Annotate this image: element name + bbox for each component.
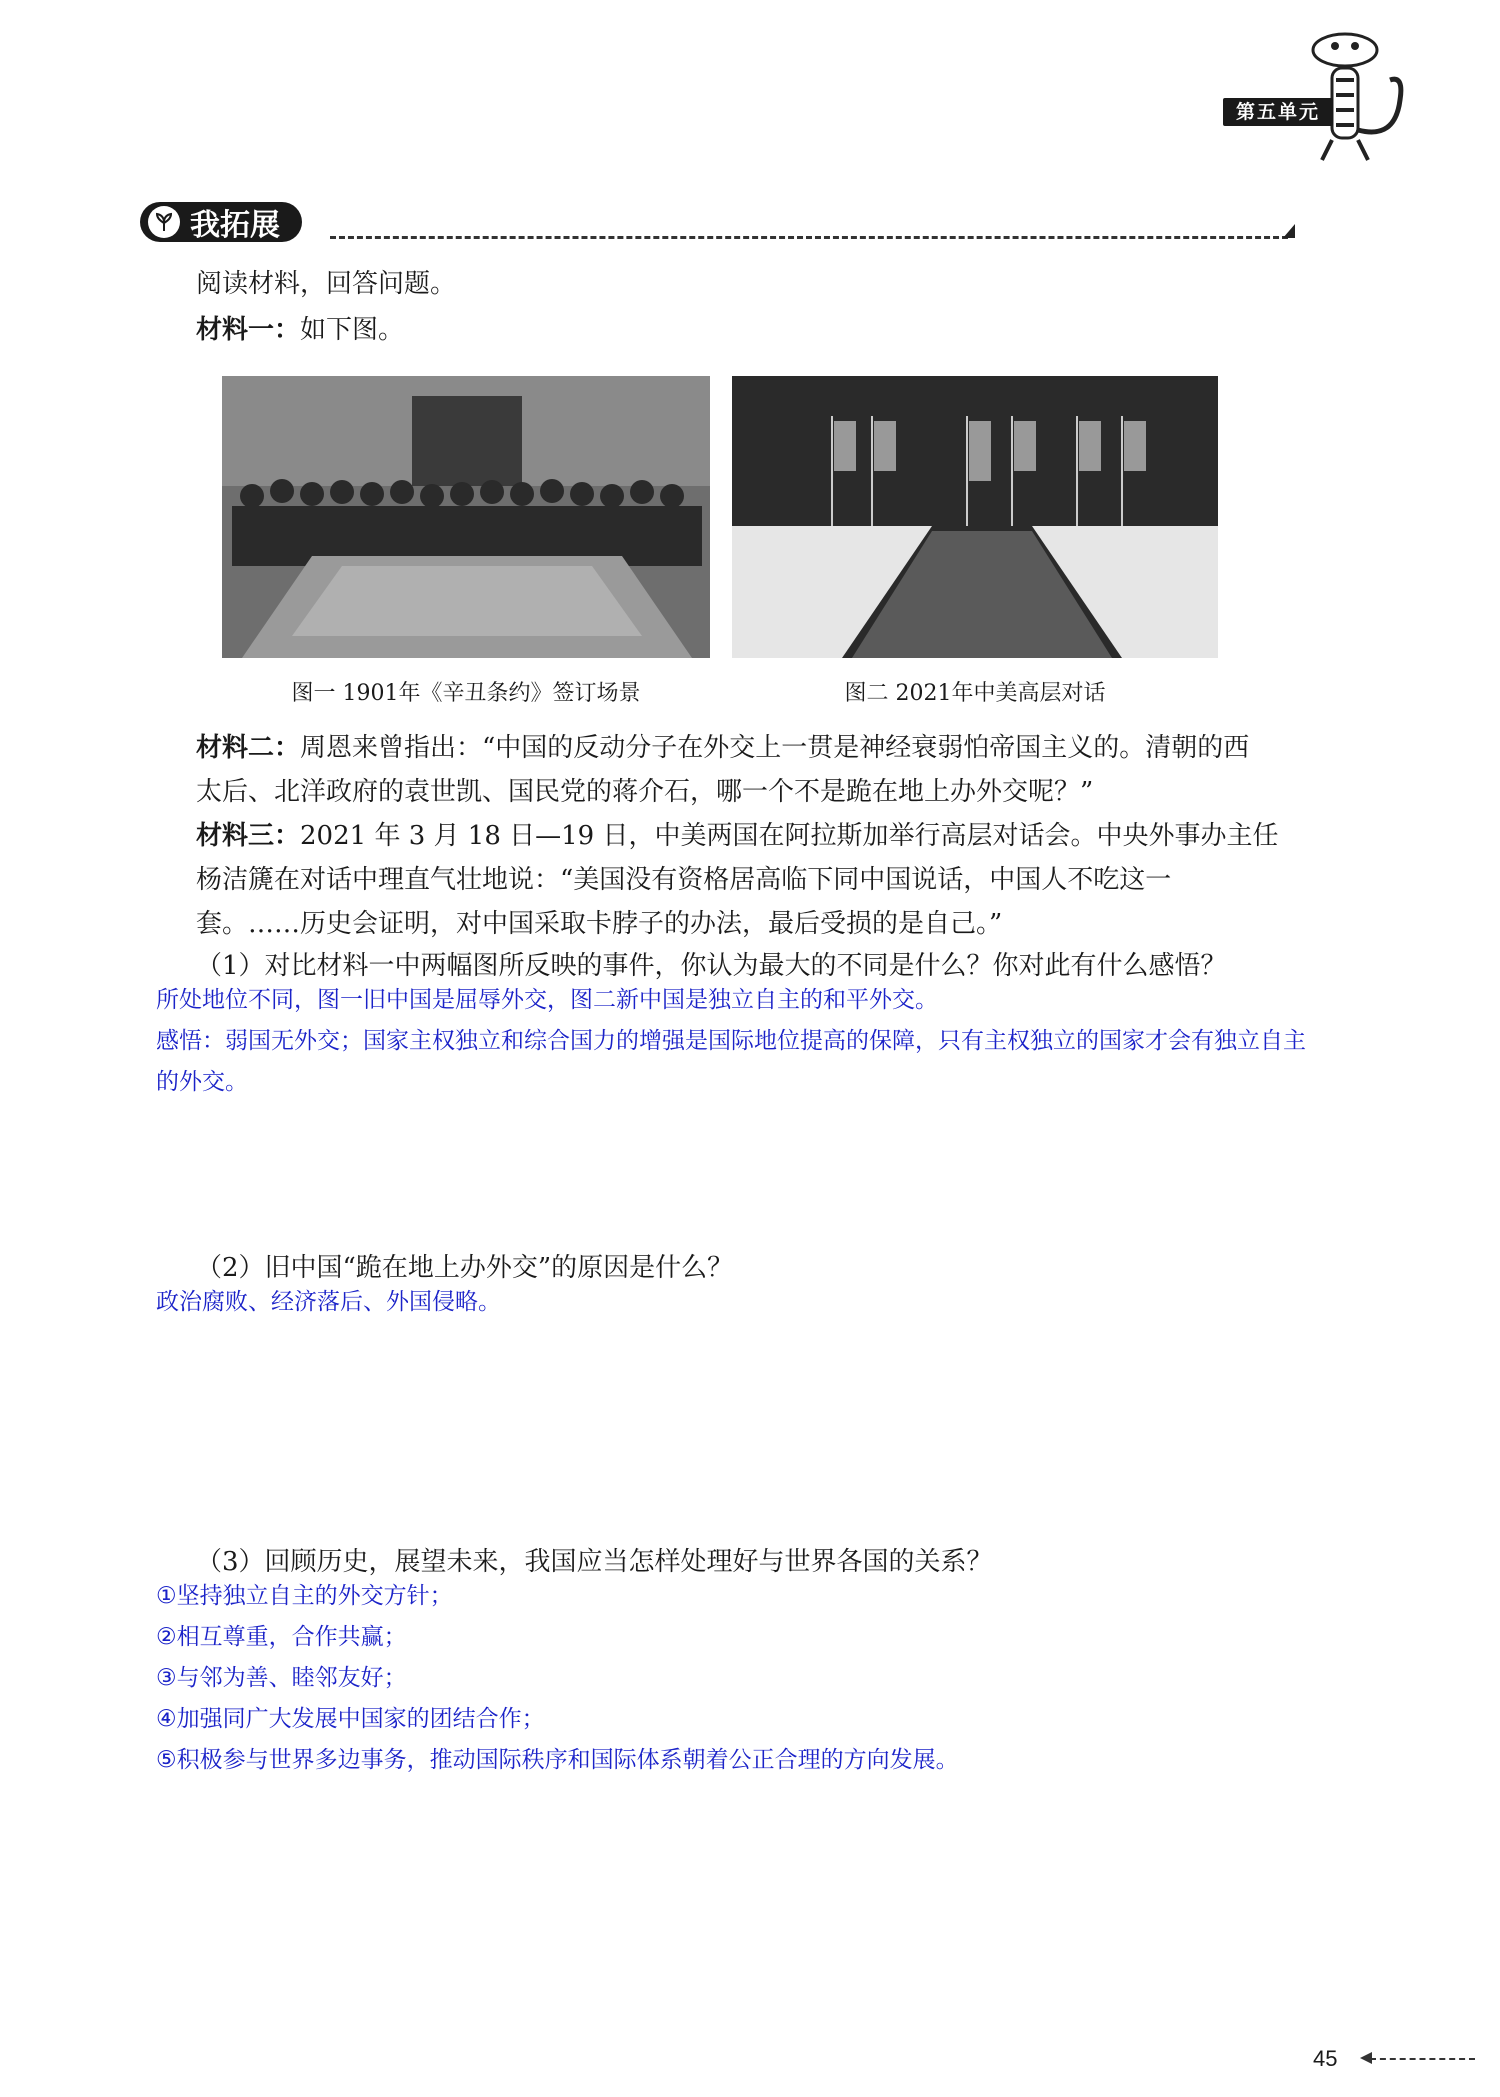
question-1: （1）对比材料一中两幅图所反映的事件，你认为最大的不同是什么？你对此有什么感悟？ xyxy=(196,951,1227,981)
answer-3-line-5: ⑤积极参与世界多边事务，推动国际秩序和国际体系朝着公正合理的方向发展。 xyxy=(156,1747,959,1773)
page-dash-line xyxy=(1370,2058,1475,2060)
section-heading xyxy=(140,200,302,244)
material3 xyxy=(196,814,1326,946)
material1 xyxy=(196,308,404,352)
page-number: 45 xyxy=(1313,2046,1338,2071)
question-3: （3）回顾历史，展望未来，我国应当怎样处理好与世界各国的关系？ xyxy=(196,1547,993,1577)
figure1-caption: 图一 1901年《辛丑条约》签订场景 xyxy=(291,681,641,706)
material3-line-3: 套。……历史会证明，对中国采取卡脖子的办法，最后受损的是自己。” xyxy=(196,909,1003,939)
figure2-caption: 图二 2021年中美高层对话 xyxy=(844,681,1106,706)
divider-end-marker xyxy=(1283,224,1295,238)
section-title: 我拓展 xyxy=(190,208,280,243)
unit-badge: 第五单元 xyxy=(1223,98,1333,126)
intro-text: 阅读材料，回答问题。 xyxy=(196,269,457,299)
photo-1901-treaty-signing xyxy=(222,376,710,658)
section-pill xyxy=(140,202,302,242)
answer-2 xyxy=(156,1282,1356,1323)
answer-1 xyxy=(156,980,1356,1103)
answer-1-line-1: 所处地位不同，图一旧中国是屈辱外交，图二新中国是独立自主的和平外交。 xyxy=(156,987,938,1013)
material2 xyxy=(196,726,1326,814)
material3-line-1: 材料三：2021 年 3 月 18 日—19 日，中美两国在阿拉斯加举行高层对话会。中央外事办主任 xyxy=(196,821,1279,851)
section-divider xyxy=(330,236,1288,239)
material3-line-2: 杨洁篪在对话中理直气壮地说：“美国没有资格居高临下同中国说话，中国人不吃这一 xyxy=(196,865,1172,895)
answer-3-line-2: ②相互尊重，合作共赢； xyxy=(156,1624,407,1650)
answer-3 xyxy=(156,1576,1356,1781)
material1-label: 材料一： xyxy=(196,315,301,345)
answer-3-line-3: ③与邻为善、睦邻友好； xyxy=(156,1665,407,1691)
question-2: （2）旧中国“跪在地上办外交”的原因是什么？ xyxy=(196,1253,734,1283)
material2-line-2: 太后、北洋政府的袁世凯、国民党的蒋介石，哪一个不是跪在地上办外交呢？” xyxy=(196,777,1094,807)
material3-label: 材料三： xyxy=(196,821,301,851)
photo-2021-sino-us-dialogue xyxy=(732,376,1218,658)
answer-3-line-4: ④加强同广大发展中国家的团结合作； xyxy=(156,1706,545,1732)
leaf-icon xyxy=(148,206,180,238)
answer-2-line-1: 政治腐败、经济落后、外国侵略。 xyxy=(156,1289,501,1315)
answer-1-line-3: 的外交。 xyxy=(156,1069,248,1095)
material1-text: 如下图。 xyxy=(300,315,405,345)
mascot-illustration xyxy=(1300,20,1420,170)
material2-line-1: 材料二：周恩来曾指出：“中国的反动分子在外交上一贯是神经衰弱怕帝国主义的。清朝的西 xyxy=(196,733,1250,763)
material2-label: 材料二： xyxy=(196,733,301,763)
answer-3-line-1: ①坚持独立自主的外交方针； xyxy=(156,1583,453,1609)
answer-1-line-2: 感悟：弱国无外交；国家主权独立和综合国力的增强是国际地位提高的保障，只有主权独立的国家才会有独立自主 xyxy=(156,1028,1306,1054)
